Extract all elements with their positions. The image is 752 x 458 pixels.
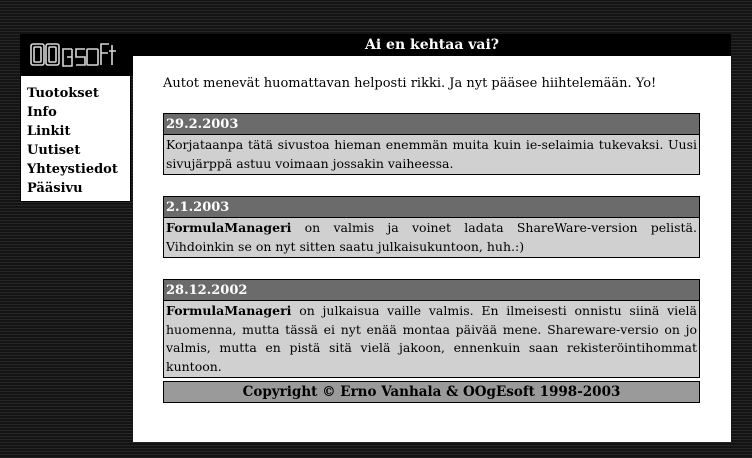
sidebar-nav — [20, 76, 131, 202]
news-body — [164, 218, 699, 257]
nav-link-info[interactable]: Info — [27, 105, 57, 120]
news-product-name: FormulaManageri — [166, 303, 292, 318]
main-content — [133, 56, 731, 442]
copyright-footer: Copyright © Erno Vanhala & OOgEsoft 1998-2003 — [163, 381, 700, 403]
nav-link-linkit[interactable]: Linkit — [27, 124, 71, 139]
news-text: on valmis ja voinet ladata ShareWare-version pelistä. Vihdoinkin se on nyt sitten saatu julkaisukuntoon, huh.:) — [166, 220, 697, 254]
news-body — [164, 135, 699, 174]
intro-text: Autot menevät huomattavan helposti rikki. Ja nyt pääsee hiihtelemään. Yo! — [163, 76, 657, 91]
page-title: Ai en kehtaa vai? — [133, 34, 731, 56]
site-logo[interactable] — [20, 34, 133, 76]
nav-link-tuotokset[interactable]: Tuotokset — [27, 86, 99, 101]
news-date: 29.2.2003 — [164, 114, 699, 135]
news-date: 2.1.2003 — [164, 197, 699, 218]
news-product-name: FormulaManageri — [166, 220, 292, 235]
news-item — [163, 113, 700, 175]
news-text: Korjataanpa tätä sivustoa hieman enemmän muita kuin ie-selaimia tukevaksi. Uusi sivujärppä astuu voimaan jossakin vaiheessa. — [166, 137, 697, 171]
news-body — [164, 301, 699, 377]
news-item — [163, 279, 700, 378]
news-text: on julkaisua vaille valmis. En ilmeisesti onnistu siinä vielä huomenna, mutta tässä ei nyt enää montaa päivää mene. Shareware-versio on jo valmis, mutta en pistä sitä vielä jakoon, ennenkuin saan rekisteröintihommat kuntoon. — [166, 303, 697, 374]
news-date: 28.12.2002 — [164, 280, 699, 301]
nav-link-paasivu[interactable]: Pääsivu — [27, 181, 83, 196]
nav-link-uutiset[interactable]: Uutiset — [27, 143, 81, 158]
news-item — [163, 196, 700, 258]
nav-link-yhteystiedot[interactable]: Yhteystiedot — [27, 162, 118, 177]
oogesoft-logo-icon — [29, 40, 125, 70]
